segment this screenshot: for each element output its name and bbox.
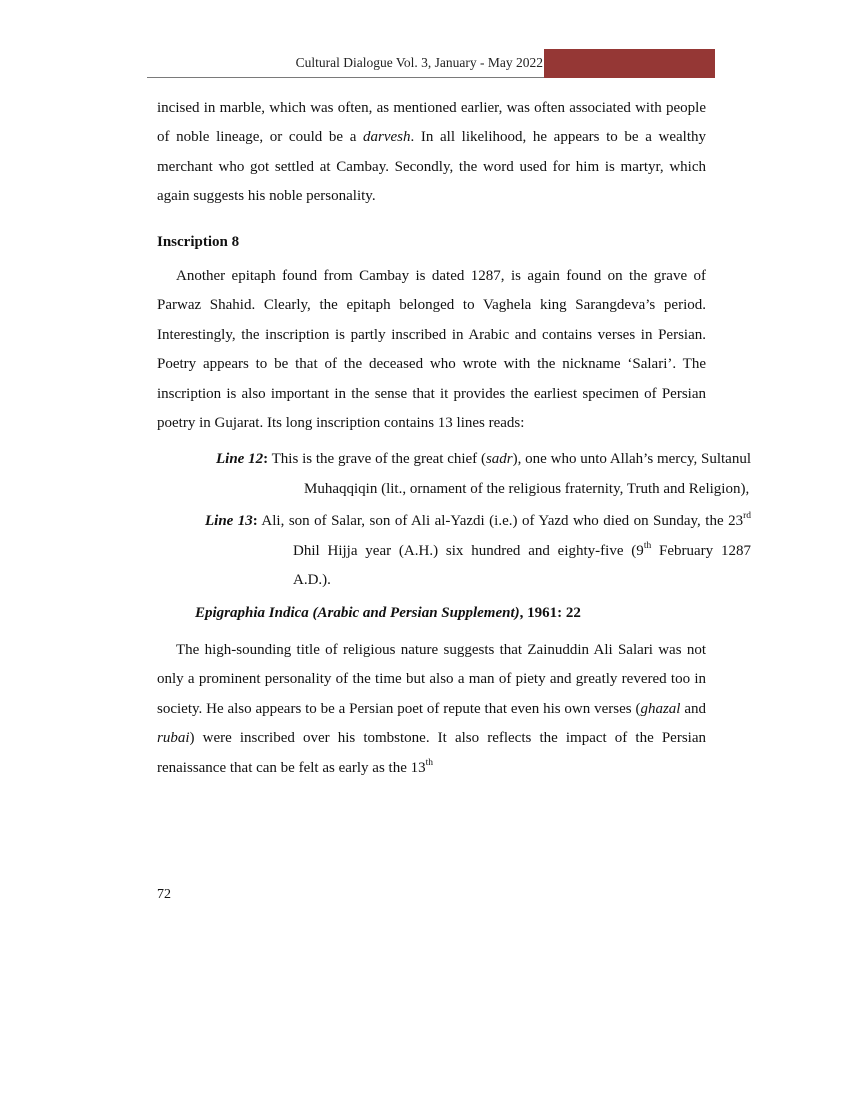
verse-label: Line 12	[216, 451, 264, 468]
italic-term: ghazal	[640, 700, 681, 717]
closing-paragraph: The high-sounding title of religious nature suggests that Zainuddin Ali Salari was not only a prominent personality of the time but also a man of piety and greatly revered too in society. He also appears to be a Persian poet of repute that even his own verses (ghazal and rubai) were inscribed over his tombstone. It also reflects the impact of the Persian renaissance that can be felt as early as the 13th	[157, 641, 706, 776]
section-paragraph: Another epitaph found from Cambay is dated 1287, is again found on the grave of Parwaz Shahid. Clearly, the epitaph belonged to Vaghela king Sarangdeva’s period. Interestingly, the inscription is partly inscribed in Arabic and contains verses in Persian. Poetry appears to be that of the deceased who wrote with the nickname ‘Salari’. The inscription is also important in the sense that it provides the earliest specimen of Persian poetry in Gujarat. Its long inscription contains 13 lines reads:	[157, 268, 706, 432]
header-accent-bar	[544, 49, 715, 78]
verse-line-13: Line 13: Ali, son of Salar, son of Ali al-Yazdi (i.e.) of Yazd who died on Sunday, the 23rd Dhil Hijja year (A.H.) six hundred and eighty-five (9th February 1287 A.D.).	[205, 511, 751, 589]
citation: Epigraphia Indica (Arabic and Persian Supplement), 1961: 22	[195, 604, 581, 621]
verse-line-12: Line 12: This is the grave of the great chief (sadr), one who unto Allah’s mercy, Sultanul Muhaqqiqin (lit., ornament of the religious fraternity, Truth and Religion),	[216, 451, 751, 497]
verse-label: Line 13	[205, 513, 253, 530]
italic-term: darvesh	[363, 129, 411, 146]
page-number: 72	[157, 887, 171, 902]
header-rule	[147, 77, 544, 78]
page-body	[157, 94, 751, 783]
italic-term: sadr	[485, 451, 513, 468]
section-heading: Inscription 8	[157, 233, 240, 250]
running-header	[147, 48, 715, 79]
journal-title: Cultural Dialogue Vol. 3, January - May 2022	[295, 55, 543, 70]
italic-term: rubai	[157, 730, 190, 747]
continuation-paragraph: incised in marble, which was often, as mentioned earlier, was often associated with people of noble lineage, or could be a darvesh. In all likelihood, he appears to be a wealthy merchant who got settled at Cambay. Secondly, the word used for him is martyr, which again suggests his noble personality.	[157, 100, 707, 205]
